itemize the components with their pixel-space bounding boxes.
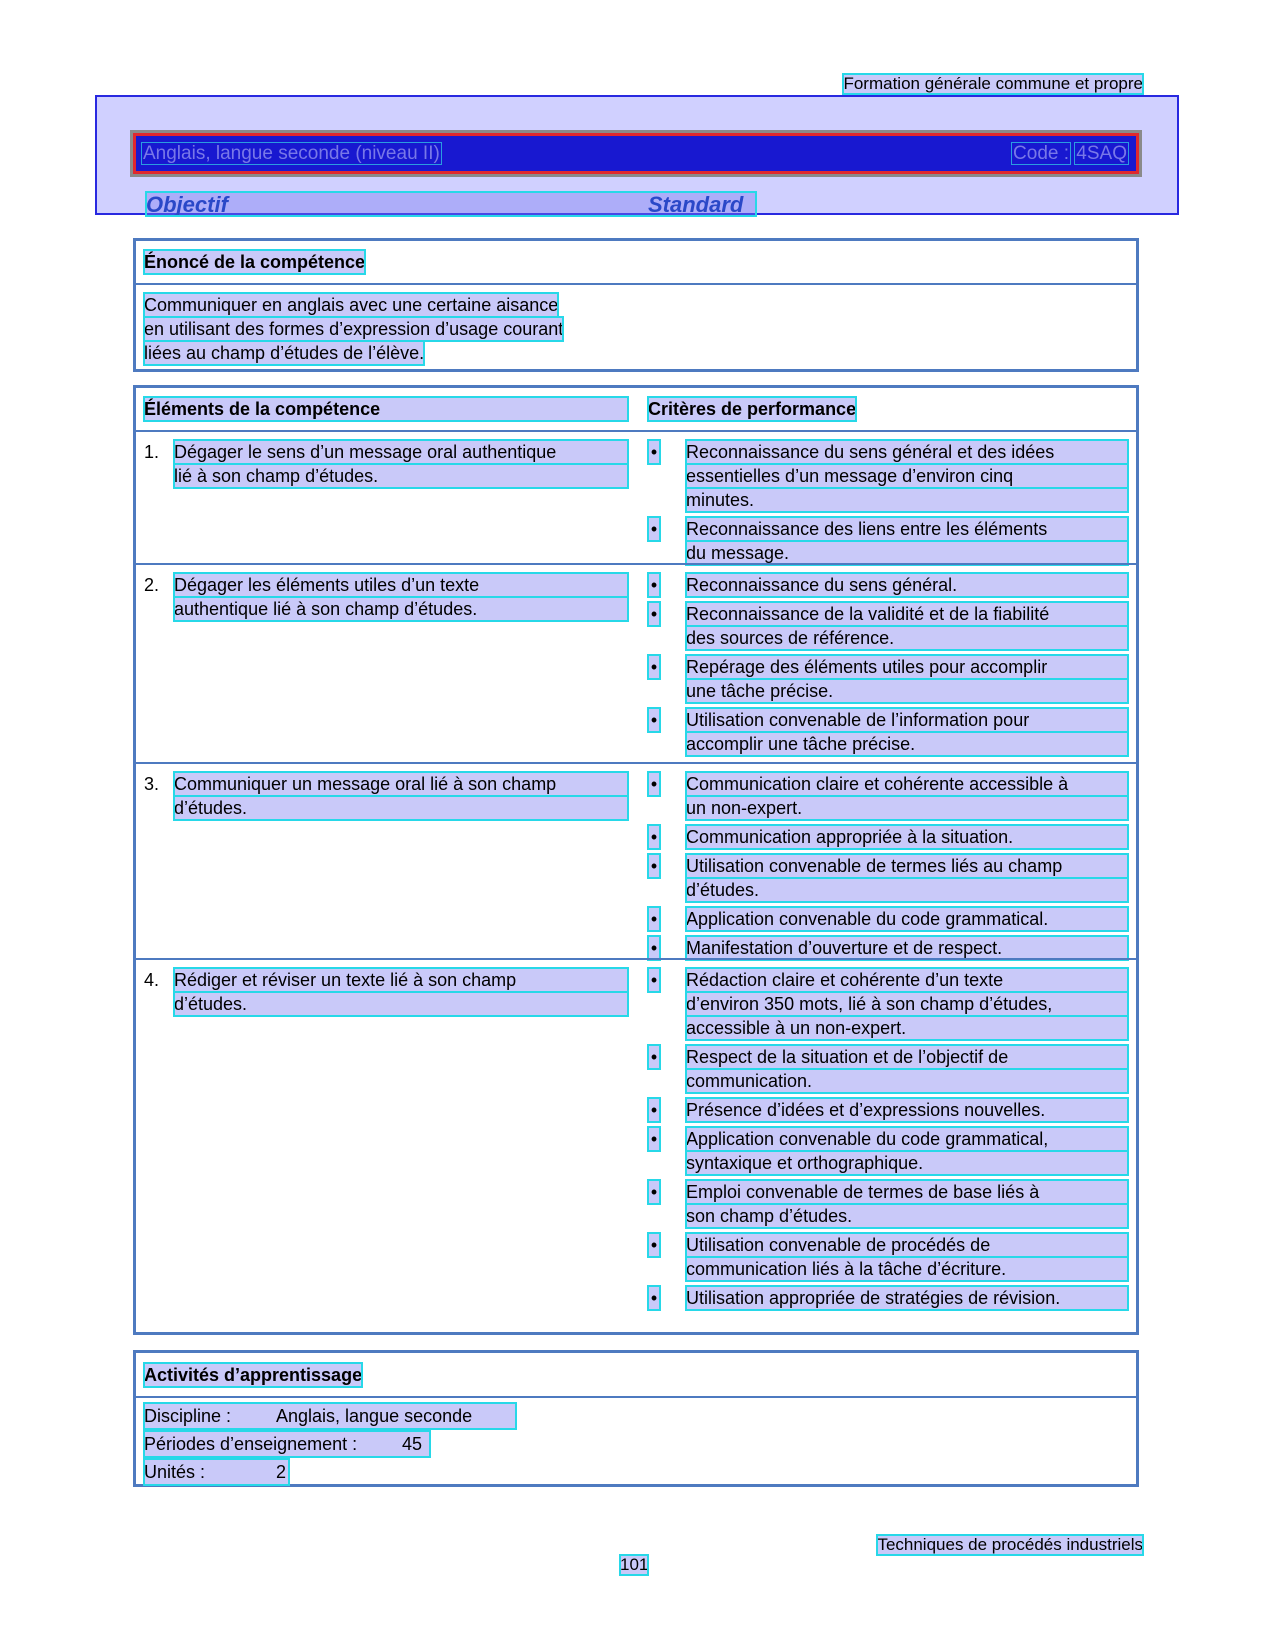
criterion-item bbox=[648, 1180, 1128, 1228]
elements-criteres-box bbox=[133, 385, 1139, 1335]
unites-label: Unités : bbox=[144, 1462, 206, 1482]
criterion-item bbox=[648, 825, 1128, 849]
course-code-label: Code : bbox=[1013, 143, 1070, 164]
criterion-line: d’environ 350 mots, lié à son champ d’études, bbox=[686, 992, 1128, 1016]
criterion-line: Présence d’idées et d’expressions nouvelles. bbox=[686, 1098, 1128, 1122]
criterion-line: communication liés à la tâche d’écriture. bbox=[686, 1257, 1128, 1281]
bullet-icon: • bbox=[648, 1286, 660, 1310]
bullet-icon: • bbox=[648, 602, 660, 626]
element-line: Dégager le sens d’un message oral authentique bbox=[174, 440, 628, 464]
criterion-item bbox=[648, 517, 1128, 565]
criterion-line: essentielles d’un message d’environ cinq bbox=[686, 464, 1128, 488]
periodes-value: 45 bbox=[402, 1434, 423, 1454]
criterion-item bbox=[648, 573, 1128, 597]
page-number: 101 bbox=[620, 1555, 649, 1574]
bullet-icon: • bbox=[648, 655, 660, 679]
activites-box bbox=[133, 1350, 1139, 1487]
criterion-item bbox=[648, 1286, 1128, 1310]
bullet-icon: • bbox=[648, 1045, 660, 1069]
bullet-icon: • bbox=[648, 1098, 660, 1122]
discipline-value: Anglais, langue seconde bbox=[276, 1406, 473, 1426]
unites-value: 2 bbox=[276, 1462, 287, 1482]
criterion-line: accessible à un non-expert. bbox=[686, 1016, 1128, 1040]
bullet-icon: • bbox=[648, 854, 660, 878]
element-line: Communiquer un message oral lié à son champ bbox=[174, 772, 628, 796]
criteria-list bbox=[648, 968, 1128, 1315]
criterion-item bbox=[648, 772, 1128, 820]
bullet-icon: • bbox=[648, 968, 660, 992]
row-divider bbox=[136, 958, 1136, 960]
bullet-icon: • bbox=[648, 517, 660, 541]
criteria-list bbox=[648, 772, 1128, 965]
bullet-icon: • bbox=[648, 936, 660, 960]
course-title bbox=[142, 143, 441, 165]
criterion-line: Communication appropriée à la situation. bbox=[686, 825, 1128, 849]
enonce-line: en utilisant des formes d’expression d’usage courant bbox=[144, 319, 564, 339]
element-text bbox=[144, 968, 628, 1016]
bullet-icon: • bbox=[648, 825, 660, 849]
criterion-line: Application convenable du code grammatical, bbox=[686, 1127, 1128, 1151]
criterion-line: Reconnaissance des liens entre les éléments bbox=[686, 517, 1128, 541]
criterion-line: syntaxique et orthographique. bbox=[686, 1151, 1128, 1175]
element-line: lié à son champ d’études. bbox=[174, 464, 628, 488]
criterion-item bbox=[648, 1098, 1128, 1122]
enonce-heading: Énoncé de la compétence bbox=[144, 252, 366, 272]
criterion-line: Respect de la situation et de l’objectif de bbox=[686, 1045, 1128, 1069]
criterion-line: communication. bbox=[686, 1069, 1128, 1093]
standard-label: Standard bbox=[648, 192, 744, 217]
criterion-line: Reconnaissance du sens général. bbox=[686, 573, 1128, 597]
objective-standard-row bbox=[146, 192, 756, 216]
course-code bbox=[1012, 143, 1128, 165]
element-line: authentique lié à son champ d’études. bbox=[174, 597, 628, 621]
element-text bbox=[144, 573, 628, 621]
criterion-item bbox=[648, 854, 1128, 902]
criterion-line: Repérage des éléments utiles pour accomplir bbox=[686, 655, 1128, 679]
element-number: 2. bbox=[144, 575, 160, 595]
element-number: 4. bbox=[144, 970, 160, 990]
element-text bbox=[144, 772, 628, 820]
element-line: Dégager les éléments utiles d’un texte bbox=[174, 573, 628, 597]
criterion-line: Manifestation d’ouverture et de respect. bbox=[686, 936, 1128, 960]
criterion-line: un non-expert. bbox=[686, 796, 1128, 820]
criterion-line: d’études. bbox=[686, 878, 1128, 902]
criterion-line: Utilisation convenable de l’information pour bbox=[686, 708, 1128, 732]
criterion-line: Rédaction claire et cohérente d’un texte bbox=[686, 968, 1128, 992]
row-divider bbox=[136, 563, 1136, 565]
element-line: Rédiger et réviser un texte lié à son champ bbox=[174, 968, 628, 992]
criterion-line: accomplir une tâche précise. bbox=[686, 732, 1128, 756]
enonce-box bbox=[133, 238, 1139, 372]
element-line: d’études. bbox=[174, 796, 628, 820]
criterion-line: du message. bbox=[686, 541, 1128, 565]
unites-line bbox=[144, 1459, 289, 1485]
criterion-line: Utilisation convenable de procédés de bbox=[686, 1233, 1128, 1257]
criterion-item bbox=[648, 1127, 1128, 1175]
bullet-icon: • bbox=[648, 907, 660, 931]
criterion-line: Application convenable du code grammatical. bbox=[686, 907, 1128, 931]
element-line: d’études. bbox=[174, 992, 628, 1016]
bullet-icon: • bbox=[648, 772, 660, 796]
bullet-icon: • bbox=[648, 1233, 660, 1257]
periodes-label: Périodes d’enseignement : bbox=[144, 1434, 358, 1454]
bullet-icon: • bbox=[648, 1127, 660, 1151]
criteria-list bbox=[648, 440, 1128, 570]
col-elements-header: Éléments de la compétence bbox=[144, 397, 628, 421]
criterion-item bbox=[648, 1233, 1128, 1281]
col-criteres-header: Critères de performance bbox=[648, 399, 857, 419]
criterion-line: Utilisation convenable de termes liés au champ bbox=[686, 854, 1128, 878]
criterion-line: des sources de référence. bbox=[686, 626, 1128, 650]
criterion-item bbox=[648, 1045, 1128, 1093]
bullet-icon: • bbox=[648, 1180, 660, 1204]
criterion-item bbox=[648, 708, 1128, 756]
criterion-line: Reconnaissance du sens général et des idées bbox=[686, 440, 1128, 464]
course-title-bar bbox=[133, 133, 1139, 174]
criterion-line: une tâche précise. bbox=[686, 679, 1128, 703]
element-number: 1. bbox=[144, 442, 160, 462]
enonce-divider bbox=[136, 283, 1136, 285]
row-divider bbox=[136, 762, 1136, 764]
discipline-line bbox=[144, 1403, 516, 1429]
element-text bbox=[144, 440, 628, 488]
periodes-line bbox=[144, 1431, 430, 1457]
course-code-value: 4SAQ bbox=[1076, 143, 1127, 164]
criteria-list bbox=[648, 573, 1128, 761]
activites-divider bbox=[136, 1396, 1136, 1398]
criterion-line: minutes. bbox=[686, 488, 1128, 512]
criterion-item bbox=[648, 968, 1128, 1040]
criterion-item bbox=[648, 936, 1128, 960]
enonce-line: Communiquer en anglais avec une certaine aisance bbox=[144, 295, 559, 315]
criterion-line: Communication claire et cohérente accessible à bbox=[686, 772, 1128, 796]
criterion-item bbox=[648, 655, 1128, 703]
discipline-label: Discipline : bbox=[144, 1406, 232, 1426]
criterion-line: Utilisation appropriée de stratégies de révision. bbox=[686, 1286, 1128, 1310]
footer-program: Techniques de procédés industriels bbox=[877, 1535, 1143, 1554]
course-title-text: Anglais, langue seconde (niveau II) bbox=[143, 143, 440, 164]
bullet-icon: • bbox=[648, 440, 660, 464]
criterion-item bbox=[648, 907, 1128, 931]
enonce-line: liées au champ d’études de l’élève. bbox=[144, 343, 425, 363]
bullet-icon: • bbox=[648, 708, 660, 732]
criterion-item bbox=[648, 602, 1128, 650]
element-number: 3. bbox=[144, 774, 160, 794]
activites-heading: Activités d’apprentissage bbox=[144, 1365, 363, 1385]
criterion-item bbox=[648, 440, 1128, 512]
objectif-label: Objectif bbox=[146, 192, 228, 217]
bullet-icon: • bbox=[648, 573, 660, 597]
header-divider bbox=[136, 430, 1136, 432]
criterion-line: Reconnaissance de la validité et de la fiabilité bbox=[686, 602, 1128, 626]
header-program-line: Formation générale commune et propre bbox=[843, 74, 1143, 93]
criterion-line: Emploi convenable de termes de base liés à bbox=[686, 1180, 1128, 1204]
criterion-line: son champ d’études. bbox=[686, 1204, 1128, 1228]
